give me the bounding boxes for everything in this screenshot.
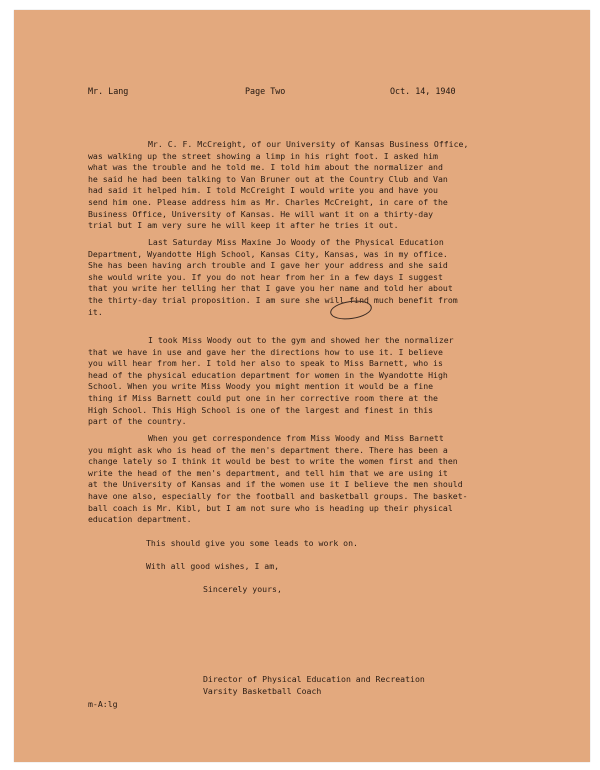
paragraph-line: you might ask who is head of the men's department there. There has been a (88, 444, 448, 455)
paragraph-line: School. When you write Miss Woody you might mention it would be a fine (88, 381, 434, 392)
paragraph-line: Last Saturday Miss Maxine Jo Woody of the Physical Education (148, 237, 444, 247)
paragraph-line: thing if Miss Barnett could put one in her corrective room there at the (88, 392, 438, 403)
paragraph-line: it. (88, 306, 103, 317)
paragraph-line: Mr. C. F. McCreight, of our University of Kansas Business Office, (148, 139, 469, 149)
paragraph-line: change lately so I think it would be best to write the women first and then (88, 456, 458, 467)
paragraph-line: he said he had been talking to Van Bruner out at the Country Club and Van (88, 173, 448, 184)
paragraph-line: head of the physical education department for women in the Wyandotte High (88, 369, 448, 380)
paragraph-line: had said it helped him. I told McCreight I would write you and have you (88, 185, 438, 196)
paragraph-line: the thirty-day trial proposition. I am sure she will find much benefit from (88, 294, 458, 305)
paragraph-line: you will hear from her. I told her also to speak to Miss Barnett, who is (88, 358, 443, 369)
closing-sign-off: Sincerely yours, (203, 584, 282, 594)
paragraph-line: send him one. Please address him as Mr. Charles McCreight, in care of the (88, 196, 448, 207)
paragraph-line: have one also, especially for the football and basketball groups. The basket- (88, 490, 468, 501)
paragraph-4 (88, 433, 528, 526)
paragraph-line: she would write you. If you do not hear from her in a few days I suggest (88, 271, 443, 282)
header-recipient: Mr. Lang (88, 86, 129, 96)
paragraph-line: trial but I am very sure he will keep it after he tries it out. (88, 220, 399, 231)
closing-wishes: With all good wishes, I am, (146, 561, 280, 571)
header-date: Oct. 14, 1940 (390, 86, 456, 96)
paragraph-line: write the head of the men's department, and tell him that we are using it (88, 467, 448, 478)
paragraph-line: She has been having arch trouble and I gave her your address and she said (88, 260, 448, 271)
paragraph-line: Department, Wyandotte High School, Kansas City, Kansas, was in my office. (88, 248, 448, 259)
paragraph-line: that we have in use and gave her the directions how to use it. I believe (88, 346, 443, 357)
header-page-number: Page Two (245, 86, 286, 96)
paragraph-line: Business Office, University of Kansas. He will want it on a thirty-day (88, 208, 434, 219)
paragraph-line: at the University of Kansas and if the women use it I believe the men should (88, 479, 463, 490)
paragraph-line: ball coach is Mr. Kibl, but I am not sure who is heading up their physical (88, 502, 453, 513)
paragraph-line: I took Miss Woody out to the gym and showed her the normalizer (148, 335, 454, 345)
paragraph-line: that you write her telling her that I gave you her name and told her about (88, 283, 453, 294)
signature-title-2: Varsity Basketball Coach (203, 686, 322, 696)
paragraph-line: what was the trouble and he told me. I told him about the normalizer and (88, 162, 443, 173)
signature-title-1: Director of Physical Education and Recreation (203, 674, 425, 684)
paragraph-line: When you get correspondence from Miss Woody and Miss Barnett (148, 433, 444, 443)
paragraph-line: was walking up the street showing a limp in his right foot. I asked him (88, 150, 438, 161)
paragraph-line: education department. (88, 514, 192, 525)
paragraph-line: part of the country. (88, 416, 187, 427)
paragraph-2 (88, 237, 528, 318)
paragraph-1 (88, 139, 528, 232)
paragraph-line: High School. This High School is one of the largest and finest in this (88, 404, 434, 415)
paragraph-3 (88, 335, 528, 428)
closing-leads: This should give you some leads to work on. (146, 538, 358, 548)
typist-initials: m-A:lg (88, 699, 118, 709)
